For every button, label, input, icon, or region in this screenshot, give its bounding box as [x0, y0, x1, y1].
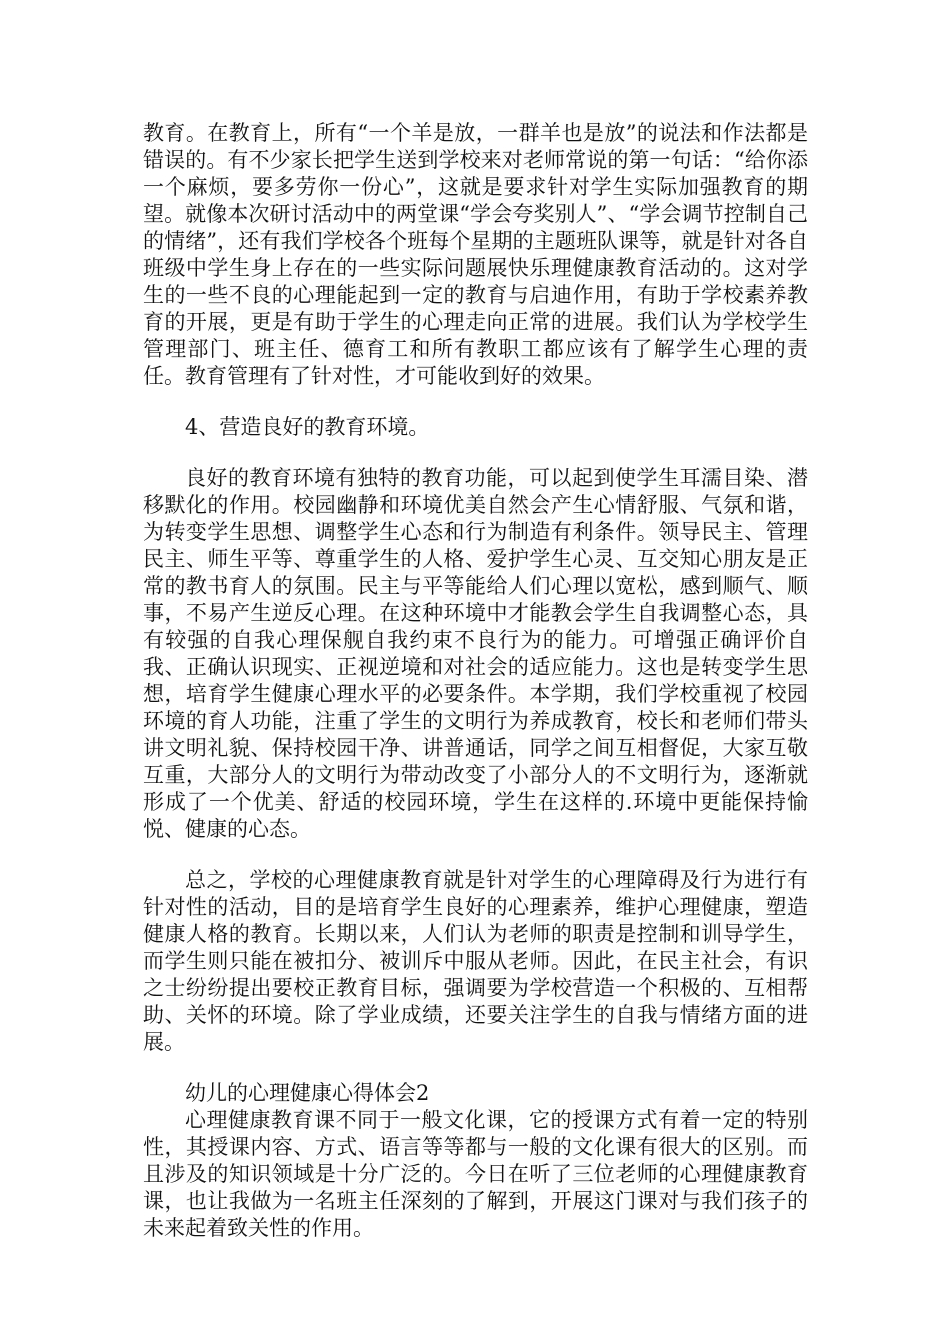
paragraph-article-2-intro: 心理健康教育课不同于一般文化课，它的授课方式有着一定的特别性，其授课内容、方式、语言等等都与一般的文化课有很大的区别。而且涉及的知识领域是十分广泛的。今日在听了三位老师的心理健康教育课，也让我做为一名班主任深刻的了解到，开展这门课对与我们孩子的未来起着致关性的作用。 [143, 1108, 808, 1240]
document-body [143, 120, 808, 1242]
paragraph-summary: 总之，学校的心理健康教育就是针对学生的心理障碍及行为进行有针对性的活动，目的是培育学生良好的心理素养，维护心理健康，塑造健康人格的教育。长期以来，人们认为老师的职责是控制和训导学生，而学生则只能在被扣分、被训斥中服从老师。因此，在民主社会，有识之士纷纷提出要校正教育目标，强调要为学校营造一个积极的、互相帮助、关怀的环境。除了学业成绩，还要关注学生的自我与情绪方面的进展。 [143, 868, 808, 1054]
paragraph-education-continuation: 教育。在教育上，所有“一个羊是放，一群羊也是放”的说法和作法都是错误的。有不少家长把学生送到学校来对老师常说的第一句话：“给你添一个麻烦，要多劳你一份心”，这就是要求针对学生实际加强教育的期望。就像本次研讨活动中的两堂课“学会夸奖别人”、“学会调节控制自己的情绪”，还有我们学校各个班每个星期的主题班队课等，就是针对各自班级中学生身上存在的一些实际问题展快乐理健康教育活动的。这对学生的一些不良的心理能起到一定的教育与启迪作用，有助于学校素养教育的开展，更是有助于学生的心理走向正常的进展。我们认为学校学生管理部门、班主任、德育工和所有教职工都应该有了解学生心理的责任。教育管理有了针对性，才可能收到好的效果。 [143, 121, 808, 388]
section-heading-environment: 4、营造良好的教育环境。 [185, 415, 430, 439]
article-title-2: 幼儿的心理健康心得体会2 [185, 1081, 430, 1105]
paragraph-environment: 良好的教育环境有独特的教育功能，可以起到使学生耳濡目染、潜移默化的作用。校园幽静和环境优美自然会产生心情舒服、气氛和谐，为转变学生思想、调整学生心态和行为制造有利条件。领导民主、管理民主、师生平等、尊重学生的人格、爱护学生心灵、互交知心朋友是正常的教书育人的氛围。民主与平等能给人们心理以宽松，感到顺气、顺事，不易产生逆反心理。在这种环境中才能教会学生自我调整心态，具有较强的自我心理保舰自我约束不良行为的能力。可增强正确评价自我、正确认识现实、正视逆境和对社会的适应能力。这也是转变学生思想，培育学生健康心理水平的必要条件。本学期，我们学校重视了校园环境的育人功能，注重了学生的文明行为养成教育，校长和老师们带头讲文明礼貌、保持校园干净、讲普通话，同学之间互相督促，大家互敬互重，大部分人的文明行为带动改变了小部分人的不文明行为，逐渐就形成了一个优美、舒适的校园环境，学生在这样的.环境中更能保持愉悦、健康的心态。 [143, 466, 808, 841]
